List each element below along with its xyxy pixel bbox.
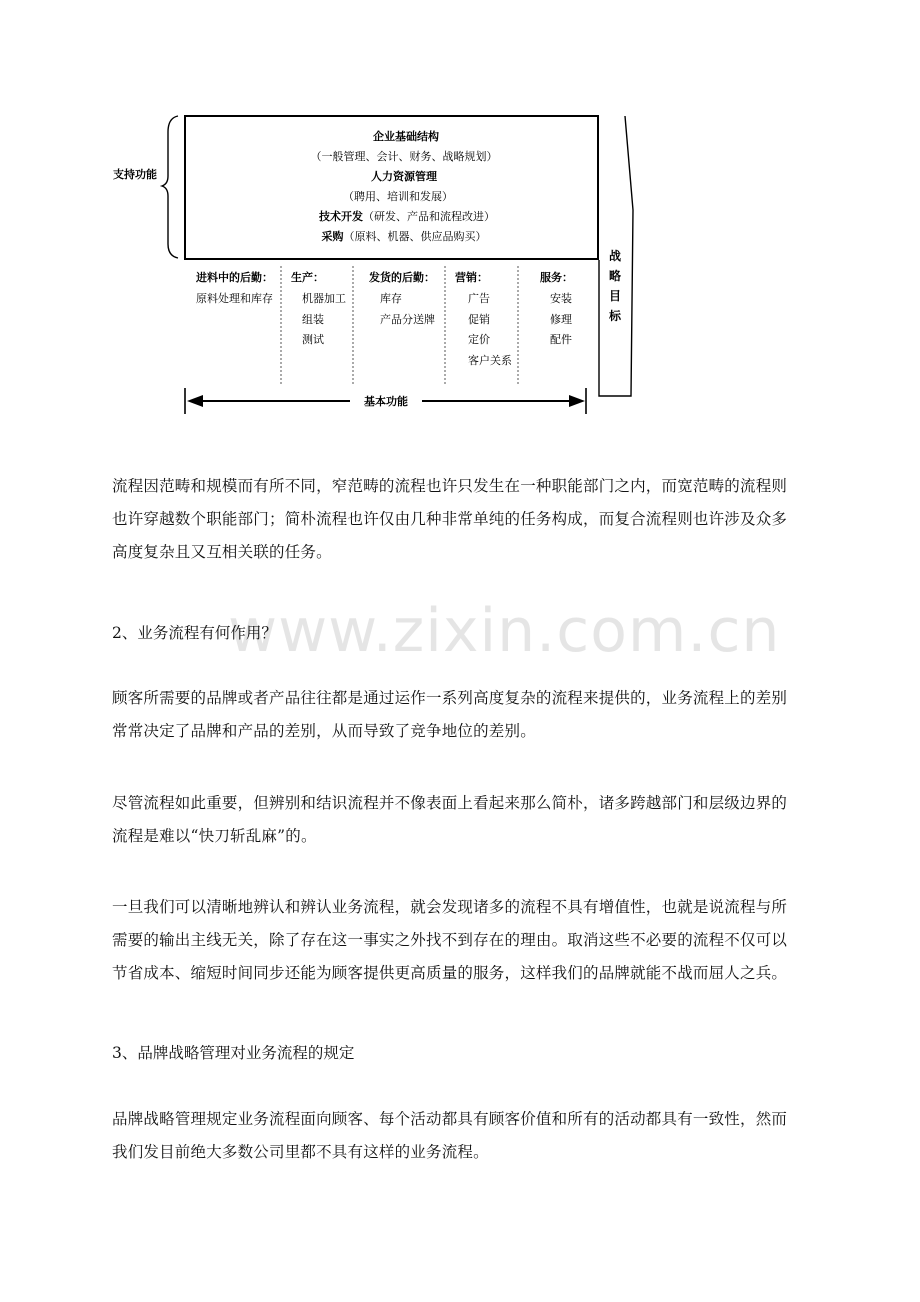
text-line: 流程是难以“快刀斩乱麻”的。 (112, 827, 317, 845)
outbound-item: 产品分送牌 (380, 313, 435, 326)
hr-detail: （聘用、培训和发展） (343, 190, 453, 203)
text-line: 常常决定了品牌和产品的差别，从而导致了竞争地位的差别。 (112, 722, 536, 740)
outbound-logistics-title: 发货的后勤： (369, 271, 435, 284)
marketing-item: 广告 (468, 292, 490, 305)
support-brace (162, 116, 178, 258)
infrastructure-detail: （一般管理、会计、财务、战略规划） (310, 150, 498, 163)
infrastructure-title: 企业基础结构 (373, 130, 439, 143)
procurement-detail: （原料、机器、供应品购买） (343, 230, 487, 243)
paragraph-1 (112, 470, 812, 569)
paragraph-2 (112, 682, 812, 748)
inbound-item: 原料处理和库存 (196, 292, 273, 305)
marketing-item: 定价 (468, 333, 490, 346)
service-item: 配件 (550, 333, 572, 346)
text-line: 一旦我们可以清晰地辨认和辨认业务流程，就会发现诸多的流程不具有增值性，也就是说流程与所 (112, 898, 788, 916)
service-title: 服务： (540, 271, 573, 284)
text-line: 顾客所需要的品牌或者产品往往都是通过运作一系列高度复杂的流程来提供的，业务流程上的差别 (112, 689, 788, 707)
service-item: 安装 (550, 292, 572, 305)
marketing-item: 客户关系 (468, 354, 512, 367)
basic-arrow-right-head (569, 395, 585, 407)
text-line: 需要的输出主线无关，除了存在这一事实之外找不到存在的理由。取消这些不必要的流程不仅可以 (112, 931, 788, 949)
text-line: 高度复杂且又互相关联的任务。 (112, 543, 332, 561)
procurement-title: 采购 (321, 230, 344, 243)
strategy-char: 略 (608, 269, 621, 283)
tech-dev-detail: （研发、产品和流程改进） (363, 210, 495, 223)
operations-item: 机器加工 (302, 292, 346, 305)
strategy-char: 战 (608, 249, 621, 263)
text-line: 节省成本、缩短时间同步还能为顾客提供更高质量的服务，这样我们的品牌就能不战而屈人之兵。 (112, 964, 788, 982)
procurement-line (322, 230, 487, 243)
hr-title: 人力资源管理 (371, 170, 437, 183)
operations-title: 生产： (291, 271, 324, 284)
text-line: 尽管流程如此重要，但辨别和结识流程并不像表面上看起来那么简朴，诸多跨越部门和层级边界的 (112, 794, 788, 812)
paragraph-5 (112, 1103, 812, 1169)
strategy-goal-label (608, 246, 622, 326)
section-heading-3: 3、品牌战略管理对业务流程的规定 (112, 1044, 355, 1062)
outbound-item: 库存 (380, 292, 402, 305)
text-line: 品牌战略管理规定业务流程面向顾客、每个活动都具有顾客价值和所有的活动都具有一致性，然而 (112, 1110, 788, 1128)
basic-arrow-left-head (187, 395, 203, 407)
tech-dev-title: 技术开发 (319, 210, 363, 223)
service-item: 修理 (550, 313, 572, 326)
inbound-logistics-title: 进料中的后勤： (196, 271, 273, 284)
operations-item: 组装 (302, 313, 324, 326)
watermark: www.zixin.com.cn (228, 596, 781, 666)
text-line: 我们发目前绝大多数公司里都不具有这样的业务流程。 (112, 1143, 489, 1161)
paragraph-4 (112, 891, 812, 990)
value-chain-diagram (0, 0, 920, 440)
operations-item: 测试 (302, 333, 324, 346)
text-line: 流程因范畴和规模而有所不同，窄范畴的流程也许只发生在一种职能部门之内，而宽范畴的流程则 (112, 477, 788, 495)
paragraph-3 (112, 787, 812, 853)
section-heading-2: 2、业务流程有何作用？ (112, 624, 277, 642)
strategy-char: 标 (608, 309, 621, 323)
basic-functions-label: 基本功能 (364, 395, 408, 408)
strategy-char: 目 (608, 289, 621, 303)
marketing-item: 促销 (468, 313, 490, 326)
marketing-title: 营销： (455, 271, 488, 284)
text-line: 也许穿越数个职能部门；简朴流程也许仅由几种非常单纯的任务构成，而复合流程则也许涉及众多 (112, 510, 788, 528)
support-functions-label: 支持功能 (113, 168, 157, 181)
tech-dev-line (319, 210, 495, 223)
